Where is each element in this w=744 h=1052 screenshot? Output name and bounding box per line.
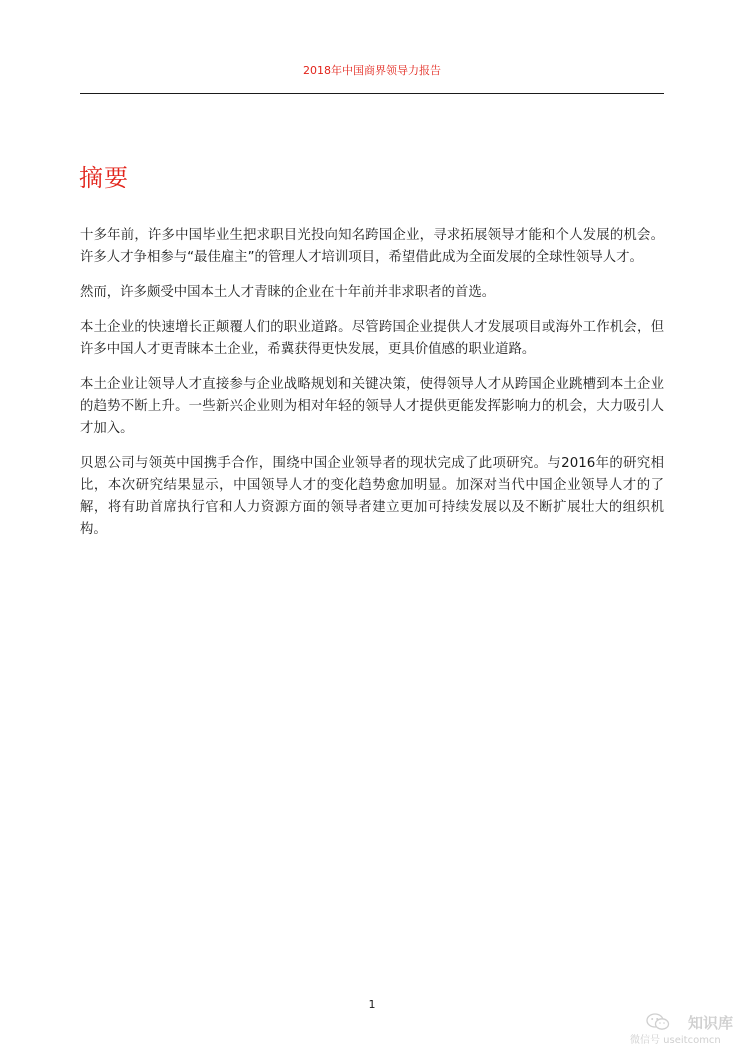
paragraph-4: 本土企业让领导人才直接参与企业战略规划和关键决策，使得领导人才从跨国企业跳槽到本土企业的趋势不断上升。一些新兴企业则为相对年轻的领导人才提供更能发挥影响力的机会，大力吸引人才加入。 — [80, 377, 664, 436]
watermark-subtitle: 微信号 useitcomcn — [630, 1035, 721, 1046]
body-text — [80, 225, 664, 554]
paragraph-2: 然而，许多颇受中国本土人才青睐的企业在十年前并非求职者的首选。 — [80, 285, 496, 300]
paragraph-1: 十多年前，许多中国毕业生把求职目光投向知名跨国企业，寻求拓展领导才能和个人发展的机会。许多人才争相参与“最佳雇主”的管理人才培训项目，希望借此成为全面发展的全球性领导人才。 — [80, 228, 664, 265]
wechat-icon — [646, 1013, 670, 1031]
page-number: 1 — [368, 998, 376, 1011]
header-divider — [80, 93, 664, 94]
watermark — [626, 1013, 738, 1047]
watermark-brand: 知识库 — [688, 1014, 734, 1032]
paragraph-3: 本土企业的快速增长正颠覆人们的职业道路。尽管跨国企业提供人才发展项目或海外工作机会，但许多中国人才更青睐本土企业，希冀获得更快发展，更具价值感的职业道路。 — [80, 320, 664, 357]
section-title: 摘要 — [79, 164, 129, 192]
paragraph-5: 贝恩公司与领英中国携手合作，围绕中国企业领导者的现状完成了此项研究。与2016年的研究相比，本次研究结果显示，中国领导人才的变化趋势愈加明显。加深对当代中国企业领导人才的了解，将有助首席执行官和人力资源方面的领导者建立更加可持续发展以及不断扩展壮大的组织机构。 — [80, 456, 664, 537]
running-header: 2018年中国商界领导力报告 — [303, 64, 441, 77]
